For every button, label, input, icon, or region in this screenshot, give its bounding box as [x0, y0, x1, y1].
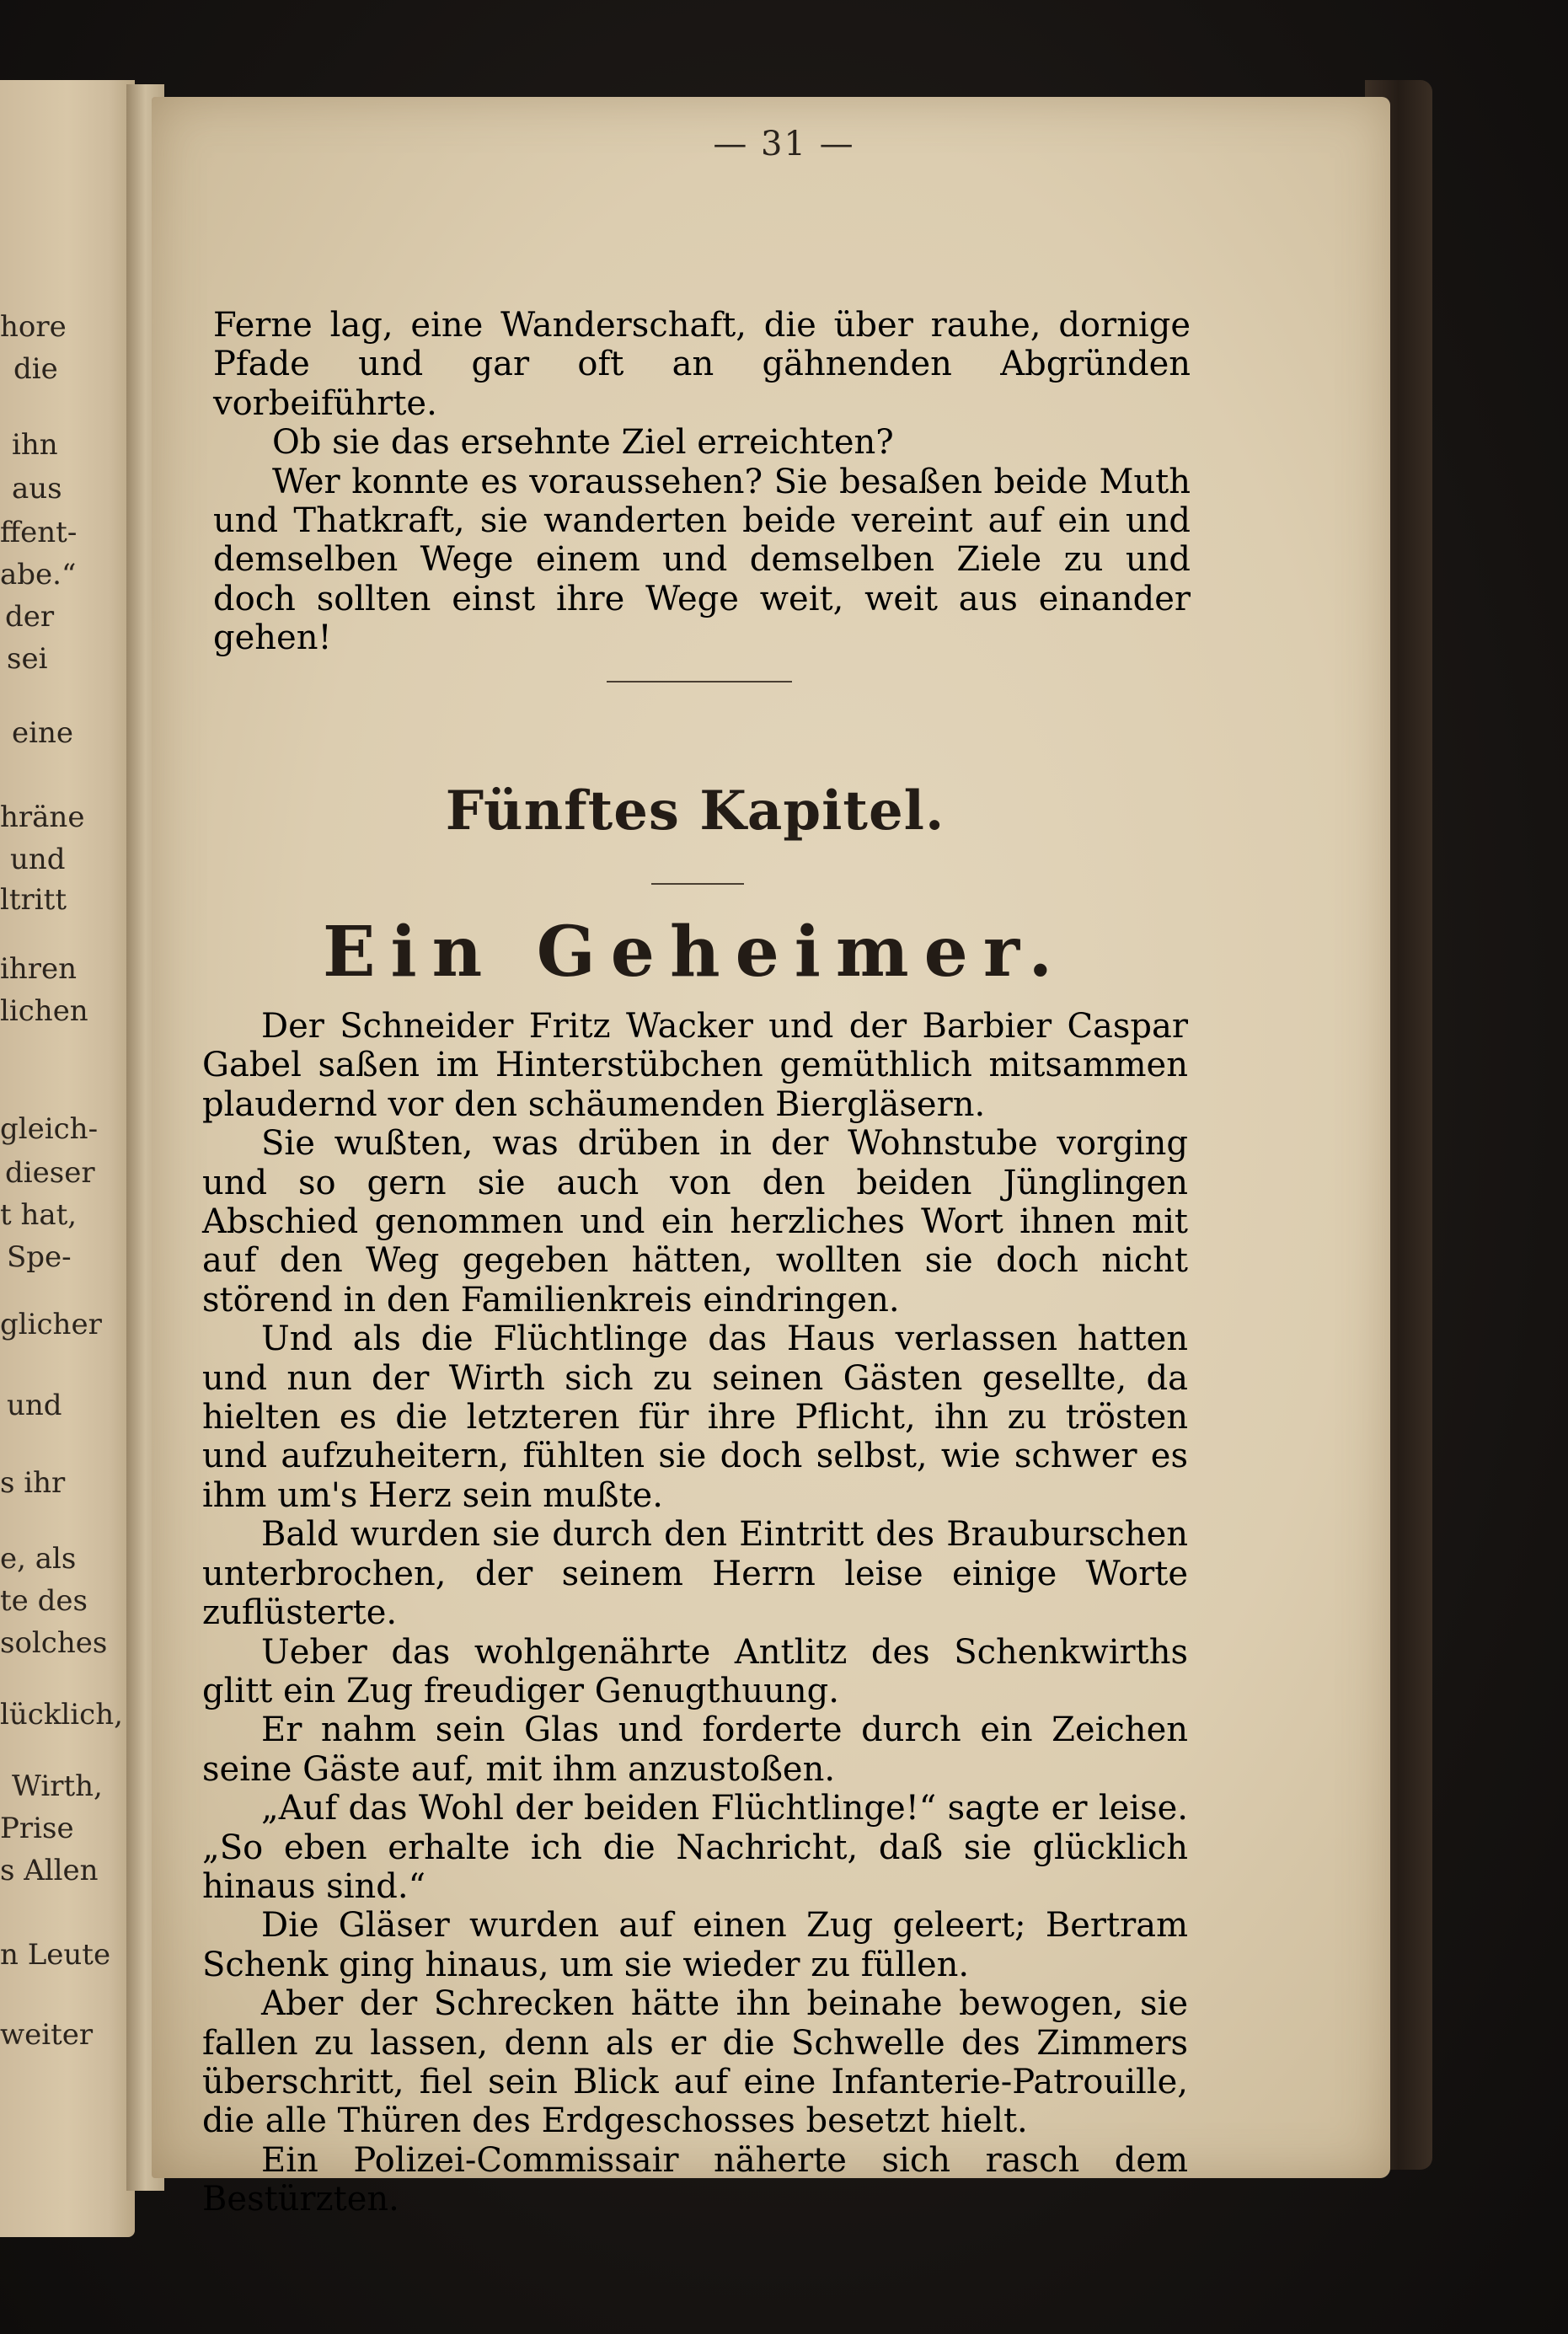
left-page-fragment: eine — [12, 716, 74, 750]
chapter-text-block — [202, 1007, 1188, 2219]
left-page-fragment: lichen — [0, 994, 88, 1028]
paragraph: „Auf das Wohl der beiden Flüchtlinge!“ sagte er leise. „So eben erhalte ich die Nachricht, daß sie glücklich hinaus sind.“ — [202, 1789, 1188, 1906]
left-page-fragment: t hat, — [0, 1198, 78, 1232]
paragraph: Ueber das wohlgenährte Antlitz des Schenkwirths glitt ein Zug freudiger Genugthuung. — [202, 1632, 1188, 1710]
left-page-fragment: lücklich, — [0, 1698, 123, 1732]
chapter-divider-rule — [651, 883, 744, 885]
left-page-fragment: ltritt — [0, 883, 67, 917]
paragraph: Sie wußten, was drüben in der Wohnstube vorging und so gern sie auch von den beiden Jünglingen Abschied genommen und ein herzliches Wort ihnen mit auf den Weg gegeben hätten, wollten sie doch nicht störend in den Familienkreis eindringen. — [202, 1124, 1188, 1320]
left-page-fragment: Prise — [0, 1812, 74, 1845]
left-page-fragment: aus — [12, 472, 62, 506]
left-page-fragment: dieser — [5, 1156, 95, 1190]
left-page-fragment: der — [5, 600, 55, 634]
paragraph: Ein Polizei-Commissair näherte sich rasch dem Bestürzten. — [202, 2140, 1188, 2219]
left-page-fragment: und — [10, 843, 66, 876]
left-page-fragment: ihren — [0, 952, 78, 986]
left-page-fragment: abe.“ — [0, 558, 77, 592]
paragraph: Ob sie das ersehnte Ziel erreichten? — [272, 423, 894, 463]
paragraph: Und als die Flüchtlinge das Haus verlassen hatten und nun der Wirth sich zu seinen Gästen gesellte, da hielten es die letzteren für ihre Pflicht, ihn zu trösten und aufzuheitern, fühlten sie doch selbst, wie schwer es ihm um's Herz sein mußte. — [202, 1320, 1188, 1515]
left-page-fragment: glicher — [0, 1308, 102, 1341]
chapter-heading: Fünftes Kapitel. — [445, 779, 945, 843]
chapter-title: Ein Geheimer. — [322, 912, 1068, 993]
paragraph: Er nahm sein Glas und forderte durch ein Zeichen seine Gäste auf, mit ihm anzustoßen. — [202, 1710, 1188, 1789]
paragraph: Die Gläser wurden auf einen Zug geleert; Bertram Schenk ging hinaus, um sie wieder zu füllen. — [202, 1906, 1188, 1984]
left-page-fragment: hräne — [0, 800, 85, 834]
left-page-fragment: und — [7, 1389, 62, 1422]
paragraph: Der Schneider Fritz Wacker und der Barbier Caspar Gabel saßen im Hinterstübchen gemüthlich mitsammen plaudernd vor den schäumenden Biergläsern. — [202, 1007, 1188, 1124]
left-page-fragment: Wirth, — [12, 1769, 103, 1803]
left-page-fragment: solches — [0, 1626, 108, 1660]
paragraph: Aber der Schrecken hätte ihn beinahe bewogen, sie fallen zu lassen, denn als er die Schwelle des Zimmers überschritt, fiel sein Blick auf eine Infanterie-Patrouille, die alle Thüren des Erdgeschosses besetzt hielt. — [202, 1984, 1188, 2141]
left-page-fragment: te des — [0, 1584, 88, 1618]
left-page-fragment: weiter — [0, 2018, 94, 2052]
opening-text-block — [213, 306, 1191, 658]
left-page-fragment: gleich- — [0, 1112, 99, 1146]
left-page-fragment: sei — [7, 642, 48, 676]
section-divider-rule — [607, 681, 792, 683]
left-page-fragment: ffent- — [0, 516, 78, 549]
paragraph: Wer konnte es voraussehen? Sie besaßen beide Muth und Thatkraft, sie wanderten beide vereint auf ein und demselben Wege einem und demselben Ziele zu und doch sollten einst ihre Wege weit, weit aus einander gehen! — [213, 462, 1191, 658]
paragraph: Bald wurden sie durch den Eintritt des Brauburschen unterbrochen, der seinem Herrn leise einige Worte zuflüsterte. — [202, 1515, 1188, 1633]
left-page-fragment: die — [13, 352, 58, 386]
left-page-fragment: ihn — [12, 428, 58, 462]
left-page-fragment: n Leute — [0, 1938, 111, 1972]
left-page-fragment: s Allen — [0, 1854, 99, 1887]
page-number: — 31 — — [713, 125, 855, 163]
left-page-fragment: Spe- — [7, 1240, 72, 1274]
left-page-fragment: s ihr — [0, 1466, 66, 1500]
left-page-fragment: hore — [0, 310, 67, 344]
paragraph: Ferne lag, eine Wanderschaft, die über rauhe, dornige Pfade und gar oft an gähnenden Abgründen vorbeiführte. — [213, 306, 1191, 423]
left-page-fragment: e, als — [0, 1542, 77, 1576]
